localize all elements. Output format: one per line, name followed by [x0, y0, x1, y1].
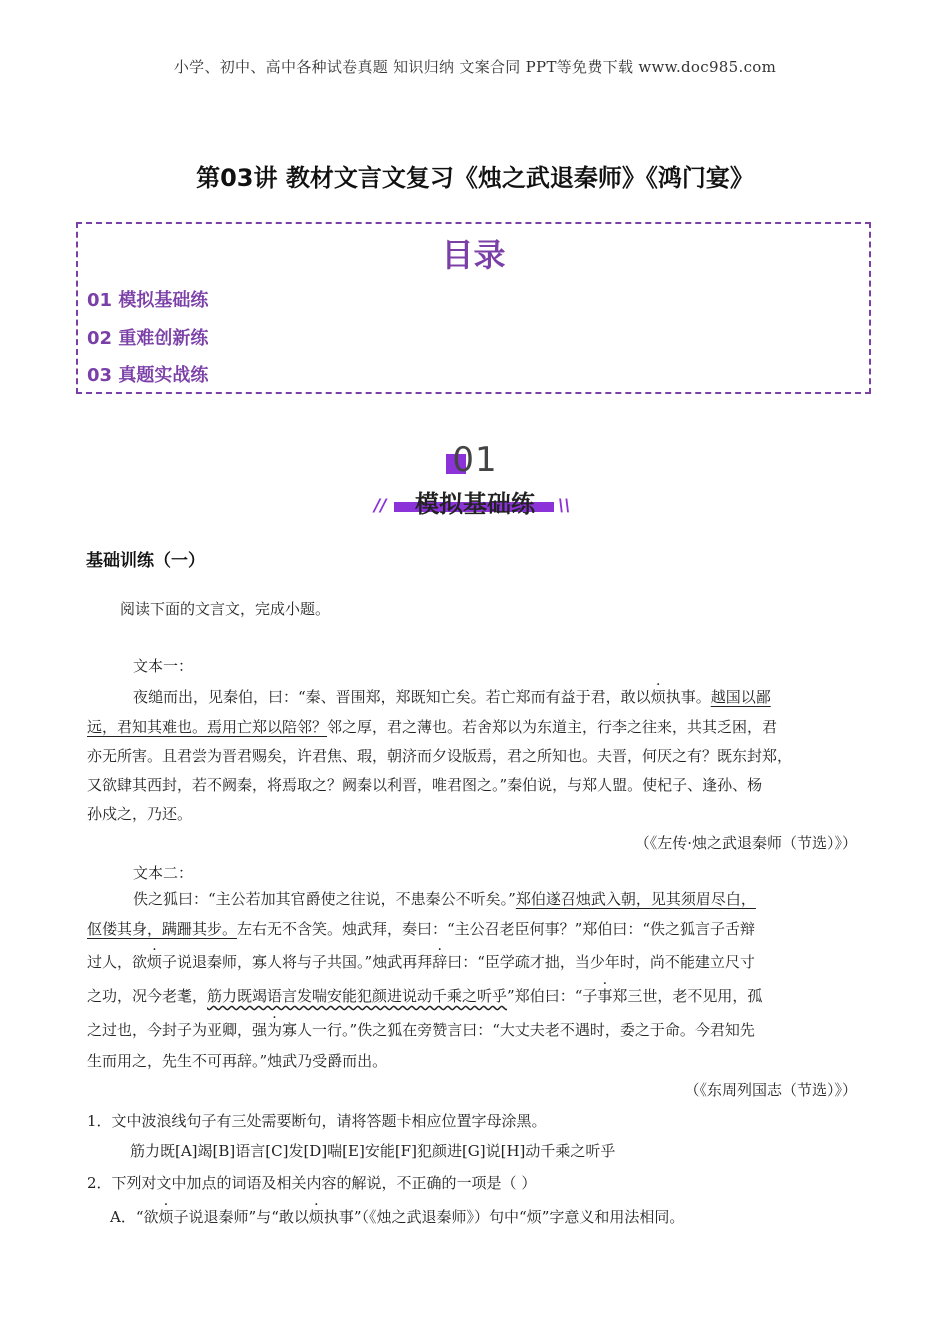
exercise-heading: 基础训练（一）	[86, 551, 205, 571]
toc-item[interactable]: 01 模拟基础练	[87, 290, 209, 311]
passage-line: 伛偻其身，蹒跚其步。左右无不含笑。烛武拜，奏曰：“主公召老臣何事？”郑伯曰：“佚之狐言子舌辩	[87, 920, 756, 938]
passage-line: 亦无所害。且君尝为晋君赐矣，许君焦、瑕，朝济而夕设版焉，君之所知也。夫晋，何厌之有？既东封郑，	[87, 747, 793, 765]
underlined-sentence: 越国以鄙	[710, 688, 771, 706]
passage-line: 之功，况今老耄，筋力既竭语言发喘安能犯颜进说动千乘之听乎”郑伯曰：“子事郑三世，老不见用，孤	[87, 987, 763, 1005]
text-label: 文本一：	[133, 657, 194, 675]
question-1-sentence: 筋力既[A]竭[B]语言[C]发[D]喘[E]安能[F]犯颜进[G]说[H]动千乘之听乎	[130, 1142, 616, 1160]
wavy-underlined-sentence: 筋力既竭语言发喘安能犯颜进说动千乘之听乎	[207, 987, 508, 1005]
toc-heading: 目录	[441, 236, 506, 274]
passage-line: 之过也，今封子为亚卿，强为寡人一行。”佚之狐在旁赞言曰：“大丈夫老不遇时，委之于命。今君知先	[87, 1021, 755, 1039]
toc-item[interactable]: 03 真题实战练	[87, 365, 209, 386]
source-citation: （《左传·烛之武退秦师（节选）》）	[634, 834, 857, 852]
underlined-sentence: 郑伯遂召烛武入朝，见其须眉尽白，	[515, 890, 756, 908]
passage-line: 佚之狐曰：“主公若加其官爵使之往说，不患秦公不听矣。”郑伯遂召烛武入朝，见其须眉尽白，	[133, 890, 756, 908]
underlined-sentence: 伛偻其身，蹒跚其步。	[87, 920, 238, 938]
question-2: 2．下列对文中加点的词语及相关内容的解说，不正确的一项是（ ）	[87, 1174, 537, 1192]
question-1: 1．文中波浪线句子有三处需要断句，请将答题卡相应位置字母涂黑。	[87, 1112, 547, 1130]
right-decoration: \\	[558, 496, 571, 516]
dotted-word: 辞	[432, 953, 448, 971]
passage-line: 生而用之，先生不可再辞。”烛武乃受爵而出。	[87, 1052, 388, 1070]
dotted-word: 烦	[308, 1208, 324, 1226]
dotted-word: 事	[597, 987, 613, 1005]
question-2-option-a[interactable]: A．“欲烦子说退秦师”与“敢以烦执事”（《烛之武退秦师》）句中“烦”字意义和用法相同。	[110, 1208, 685, 1226]
left-decoration: //	[374, 496, 387, 516]
section-number: 01	[452, 440, 498, 480]
passage-line: 夜缒而出，见秦伯，曰：“秦、晋围郑，郑既知亡矣。若亡郑而有益于君，敢以烦执事。越国以鄙	[133, 688, 771, 706]
underlined-sentence: 远，君知其难也。焉用亡郑以陪邻？	[87, 718, 328, 736]
toc-item[interactable]: 02 重难创新练	[87, 328, 209, 349]
passage-line: 孙戍之，乃还。	[87, 805, 193, 823]
dotted-word: 烦	[158, 1208, 174, 1226]
page-title: 第03讲 教材文言文复习《烛之武退秦师》《鸿门宴》	[196, 164, 754, 192]
section-badge	[0, 440, 950, 520]
site-header: 小学、初中、高中各种试卷真题 知识归纳 文案合同 PPT等免费下载 www.doc985.com	[173, 58, 777, 76]
dotted-word: 为	[267, 1021, 283, 1039]
passage-line: 过人，欲烦子说退秦师，寡人将与子共国。”烛武再拜辞曰：“臣学疏才拙，当少年时，尚不能建立尺寸	[87, 953, 755, 971]
table-of-contents	[76, 222, 871, 394]
dotted-word: 烦	[147, 953, 163, 971]
source-citation: （《东周列国志（节选）》）	[684, 1081, 857, 1099]
text-label: 文本二：	[133, 864, 194, 882]
instruction: 阅读下面的文言文，完成小题。	[120, 600, 331, 618]
section-label: 模拟基础练	[415, 490, 535, 518]
passage-line: 远，君知其难也。焉用亡郑以陪邻？邻之厚，君之薄也。若舍郑以为东道主，行李之往来，共其乏困，君	[87, 718, 778, 736]
dotted-word: 烦	[650, 688, 666, 706]
passage-line: 又欲肆其西封，若不阙秦，将焉取之？阙秦以利晋，唯君图之。”秦伯说，与郑人盟。使杞子、逢孙、杨	[87, 776, 763, 794]
